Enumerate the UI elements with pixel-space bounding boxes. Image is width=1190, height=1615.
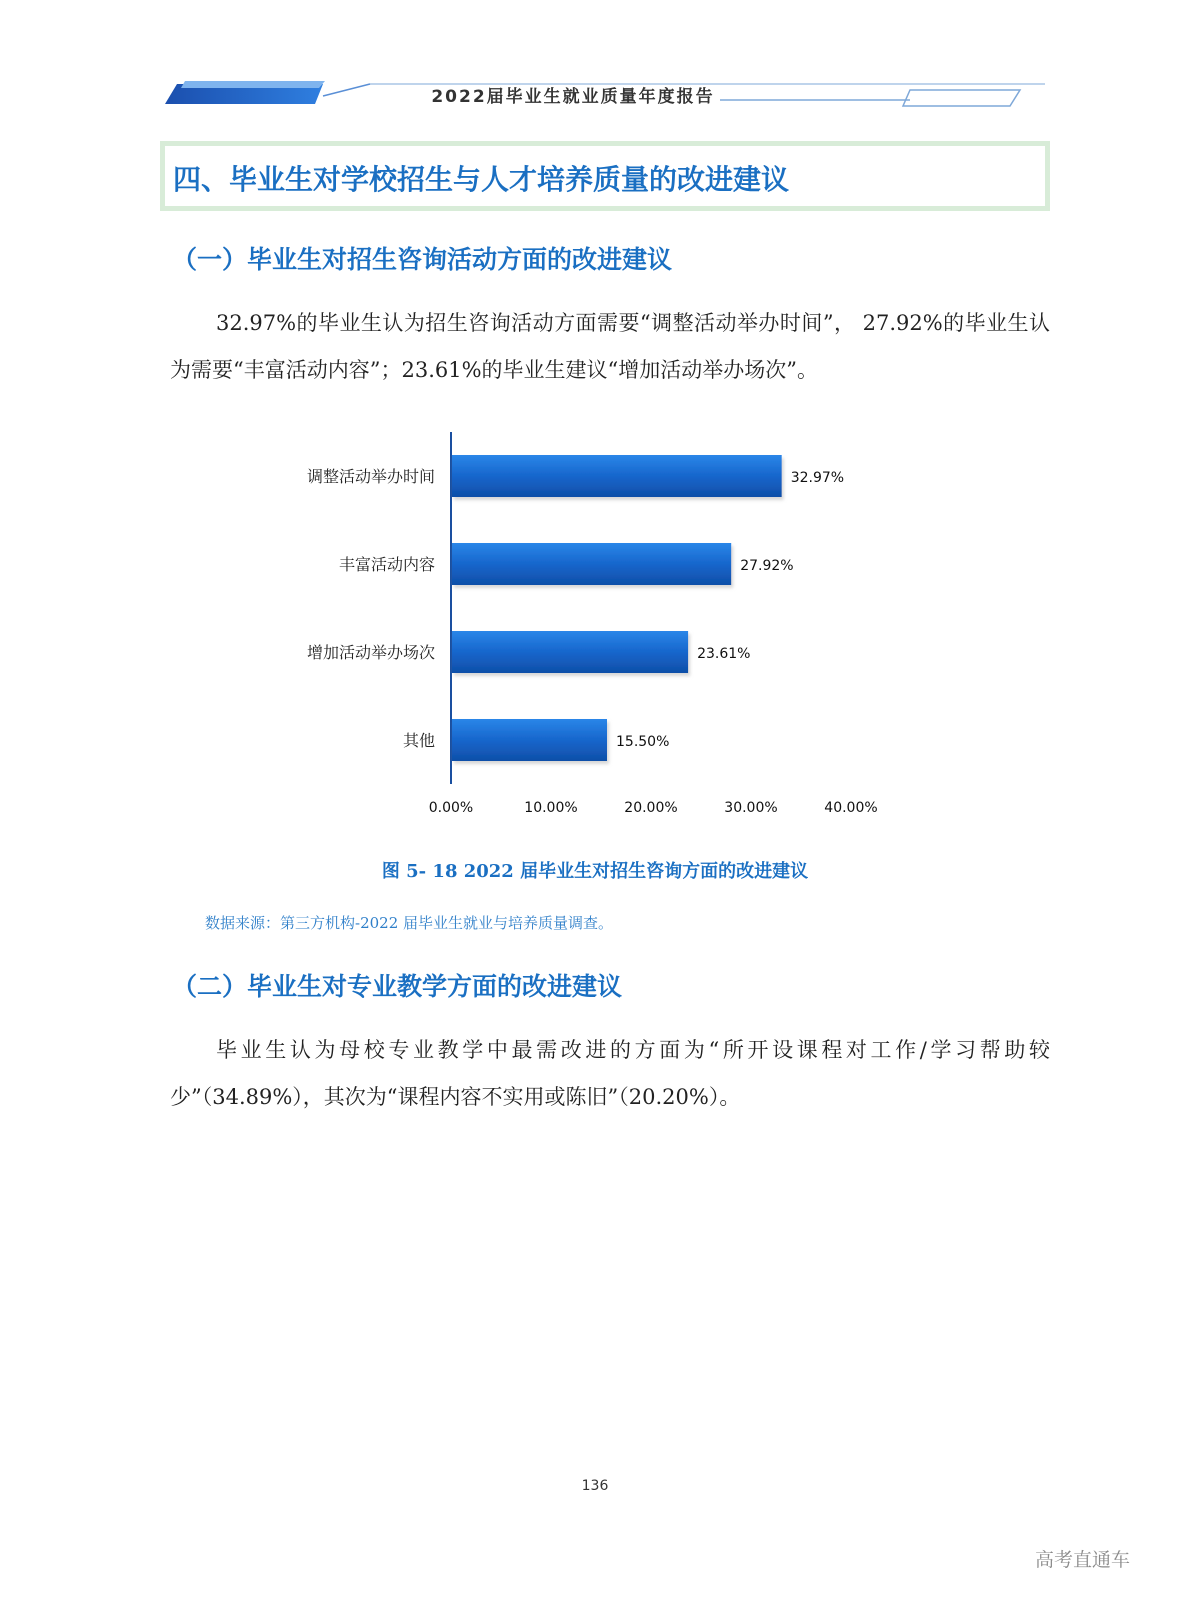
bar [452, 631, 688, 673]
x-tick-label: 40.00% [824, 800, 878, 816]
category-label: 丰富活动内容 [338, 555, 435, 574]
section-title-box [160, 141, 1050, 211]
subsection-2-paragraph: 毕业生认为母校专业教学中最需改进的方面为“所开设课程对工作/学习帮助较少”（34.89%），其次为“课程内容不实用或陈旧”（20.20%）。 [170, 1038, 1050, 1109]
watermark-text: 高考直通车 [1034, 1549, 1130, 1571]
header-title: 2022届毕业生就业质量年度报告 [431, 87, 715, 107]
x-tick-label: 10.00% [524, 800, 578, 816]
bar-chart-svg [270, 420, 920, 840]
category-label: 增加活动举办场次 [306, 643, 435, 662]
category-label: 调整活动举办时间 [306, 467, 435, 486]
subsection-1-title: （一）毕业生对招生咨询活动方面的改进建议 [172, 245, 673, 274]
report-header [165, 78, 1045, 118]
section-title: 四、毕业生对学校招生与人才培养质量的改进建议 [173, 163, 790, 196]
bar [452, 455, 782, 497]
data-label: 27.92% [740, 558, 794, 574]
category-label: 其他 [402, 731, 435, 750]
bar [452, 719, 607, 761]
subsection-1-paragraph: 32.97%的毕业生认为招生咨询活动方面需要“调整活动举办时间”， 27.92%的毕业生认为需要“丰富活动内容”；23.61%的毕业生建议“增加活动举办场次”。 [170, 311, 1050, 382]
x-tick-label: 30.00% [724, 800, 778, 816]
data-label: 23.61% [697, 646, 751, 662]
x-tick-label: 20.00% [624, 800, 678, 816]
figure-caption: 图 5- 18 2022 届毕业生对招生咨询方面的改进建议 [381, 861, 809, 882]
data-label: 32.97% [790, 470, 845, 486]
subsection-2-title: （二）毕业生对专业教学方面的改进建议 [172, 972, 623, 1001]
x-tick-label: 0.00% [428, 800, 474, 816]
data-source-note: 数据来源：第三方机构-2022 届毕业生就业与培养质量调查。 [205, 914, 614, 932]
page-number: 136 [581, 1478, 609, 1494]
bar [452, 543, 731, 585]
data-label: 15.50% [616, 734, 670, 750]
bar-chart [270, 420, 920, 840]
